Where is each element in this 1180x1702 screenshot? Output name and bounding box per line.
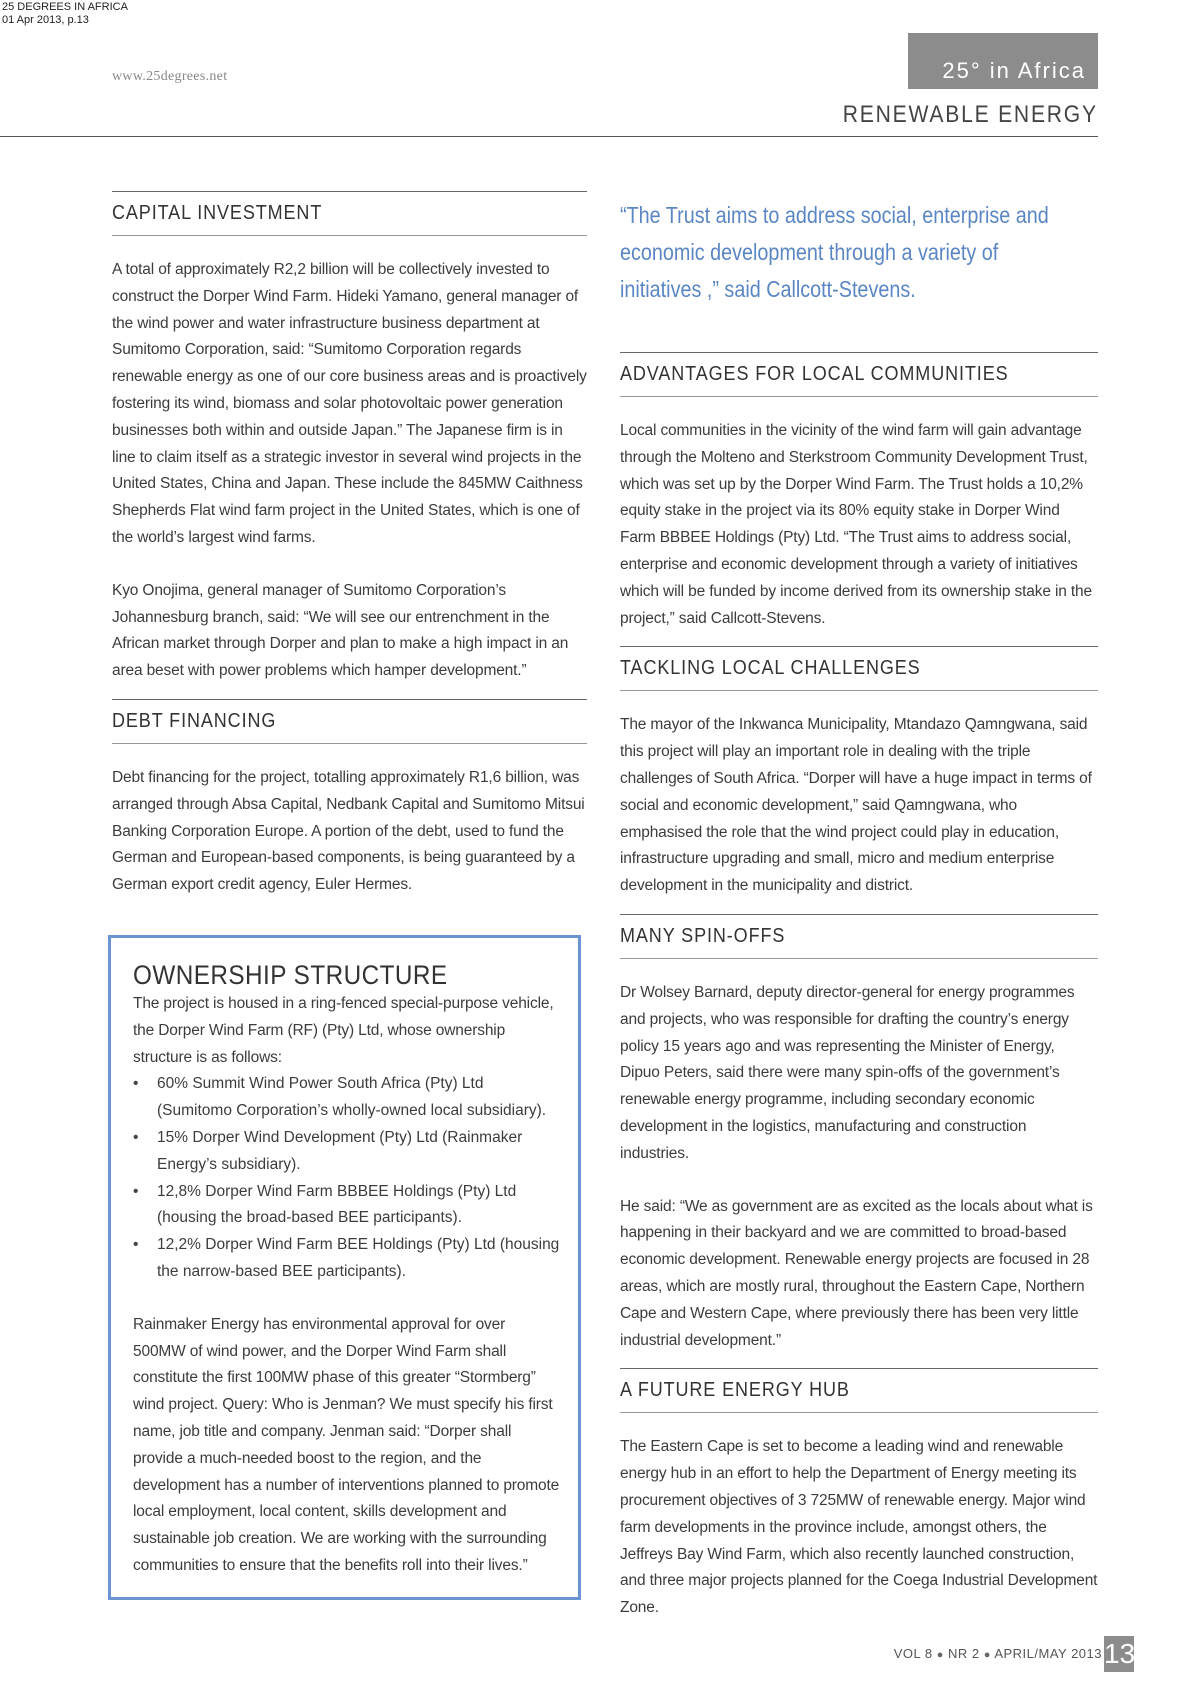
list-item: • 60% Summit Wind Power South Africa (Pty) Ltd (Sumitomo Corporation’s wholly-owned local subsidiary). — [133, 1071, 560, 1125]
box-title: OWNERSHIP STRUCTURE — [133, 960, 448, 990]
section-heading: DEBT FINANCING — [112, 699, 587, 744]
section-label: RENEWABLE ENERGY — [842, 101, 1098, 128]
volume: VOL 8 — [893, 1646, 933, 1661]
header-divider — [0, 136, 1098, 137]
clip-publication: 25 DEGREES IN AFRICA — [2, 1, 128, 13]
paragraph: The mayor of the Inkwanca Municipality, Mtandazo Qamngwana, said this project will play an important role in dealing with the triple challenges of South Africa. “Dorper will have a huge impact in terms of social and economic development,” said Qamngwana, who emphasised the role that the wind project could play in education, infrastructure upgrading and small, micro and medium enterprise development in the municipality and district. — [620, 716, 1092, 895]
magazine-logo — [908, 33, 1098, 89]
ownership-list — [133, 1071, 560, 1285]
issue-date: APRIL/MAY 2013 — [994, 1646, 1102, 1661]
bullet-dot-icon: ● — [936, 1649, 944, 1661]
left-column — [112, 191, 587, 913]
pull-quote: “The Trust aims to address social, enterprise and economic development through a variety of initiatives ,” said Callcott-Stevens. — [620, 202, 1049, 302]
paragraph: Kyo Onojima, general manager of Sumitomo Corporation’s Johannesburg branch, said: “We will see our entrenchment in the African market through Dorper and plan to make a high impact in an area beset with power problems which hamper development.” — [112, 581, 569, 680]
box-closing: Rainmaker Energy has environmental approval for over 500MW of wind power, and the Dorper Wind Farm shall constitute the first 100MW phase of this greater “Stormberg” wind project. Query: Who is Jenman? We must specify his first name, job title and company. Jenman said: “Dorper shall provide a much-needed boost to the region, and the development has a number of interventions planned to promote local employment, local content, skills development and sustainable job creation. We are working with the surrounding communities to ensure that the benefits roll into their lives.” — [133, 1315, 560, 1574]
tackling-section — [620, 646, 1098, 900]
list-item: • 15% Dorper Wind Development (Pty) Ltd (Rainmaker Energy’s subsidiary). — [133, 1125, 560, 1179]
section-heading: A FUTURE ENERGY HUB — [620, 1368, 1098, 1413]
list-item: • 12,8% Dorper Wind Farm BBBEE Holdings (Pty) Ltd (housing the broad-based BEE participants). — [133, 1179, 560, 1233]
logo-text: 25° in Africa — [942, 58, 1086, 83]
list-item: • 12,2% Dorper Wind Farm BEE Holdings (Pty) Ltd (housing the narrow-based BEE participants). — [133, 1232, 560, 1286]
site-url: www.25degrees.net — [112, 69, 228, 84]
spin-offs-section — [620, 914, 1098, 1354]
ownership-structure-box — [108, 935, 581, 1600]
paragraph: He said: “We as government are as excited as the locals about what is happening in their backyard and we are committed to broad-based economic development. Renewable energy projects are focused in 28 areas, which are mostly rural, throughout the Eastern Cape, Northern Cape and Western Cape, where previously there has been very little industrial development.” — [620, 1197, 1093, 1349]
paragraph: Debt financing for the project, totalling approximately R1,6 billion, was arranged through Absa Capital, Nedbank Capital and Sumitomo Mitsui Banking Corporation Europe. A portion of the debt, used to fund the German and European-based components, is being guaranteed by a German export credit agency, Euler Hermes. — [112, 768, 585, 894]
advantages-section — [620, 352, 1098, 632]
debt-financing-section — [112, 699, 587, 899]
paragraph: Dr Wolsey Barnard, deputy director-general for energy programmes and projects, who was responsible for drafting the country’s energy policy 15 years ago and was representing the Minister of Energy, Dipuo Peters, said there were many spin-offs of the government’s renewable energy programme, including secondary economic development in the logistics, manufacturing and construction industries. — [620, 983, 1075, 1162]
section-heading: CAPITAL INVESTMENT — [112, 191, 587, 236]
page-number: 13 — [1104, 1636, 1134, 1672]
issue-number: NR 2 — [948, 1646, 980, 1661]
clip-metadata — [2, 1, 128, 27]
section-heading: MANY SPIN-OFFS — [620, 914, 1098, 959]
section-heading: TACKLING LOCAL CHALLENGES — [620, 646, 1098, 691]
paragraph: A total of approximately R2,2 billion will be collectively invested to construct the Dorper Wind Farm. Hideki Yamano, general manager of the wind power and water infrastructure business department at Sumitomo Corporation, said: “Sumitomo Corporation regards renewable energy as one of our core business areas and is proactively fostering its wind, biomass and solar photovoltaic power generation businesses both within and outside Japan.” The Japanese firm is in line to claim itself as a strategic investor in several wind projects in the United States, China and Japan. These include the 845MW Caithness Shepherds Flat wind farm project in the United States, which is one of the world’s largest wind farms. — [112, 261, 587, 546]
energy-hub-section — [620, 1368, 1098, 1622]
box-intro: The project is housed in a ring-fenced special-purpose vehicle, the Dorper Wind Farm (RF) (Pty) Ltd, whose ownership structure is as follows: — [133, 995, 554, 1066]
paragraph: The Eastern Cape is set to become a leading wind and renewable energy hub in an effort to help the Department of Energy meeting its procurement objectives of 3 725MW of renewable energy. Major wind farm developments in the province include, amongst others, the Jeffreys Bay Wind Farm, which also recently launched construction, and three major projects planned for the Coega Industrial Development Zone. — [620, 1438, 1098, 1617]
bullet-dot-icon: ● — [983, 1649, 991, 1661]
section-heading: ADVANTAGES FOR LOCAL COMMUNITIES — [620, 352, 1098, 397]
capital-investment-section — [112, 191, 587, 685]
right-column — [620, 191, 1098, 1636]
paragraph: Local communities in the vicinity of the wind farm will gain advantage through the Molteno and Sterkstroom Community Development Trust, which was set up by the Dorper Wind Farm. The Trust holds a 10,2% equity stake in the project via its 80% equity stake in Dorper Wind Farm BBBEE Holdings (Pty) Ltd. “The Trust aims to address social, enterprise and economic development through a variety of initiatives which will be funded by income derived from its ownership stake in the project,” said Callcott-Stevens. — [620, 422, 1092, 627]
clip-date-page: 01 Apr 2013, p.13 — [2, 14, 89, 26]
issue-footer — [894, 1646, 1102, 1661]
